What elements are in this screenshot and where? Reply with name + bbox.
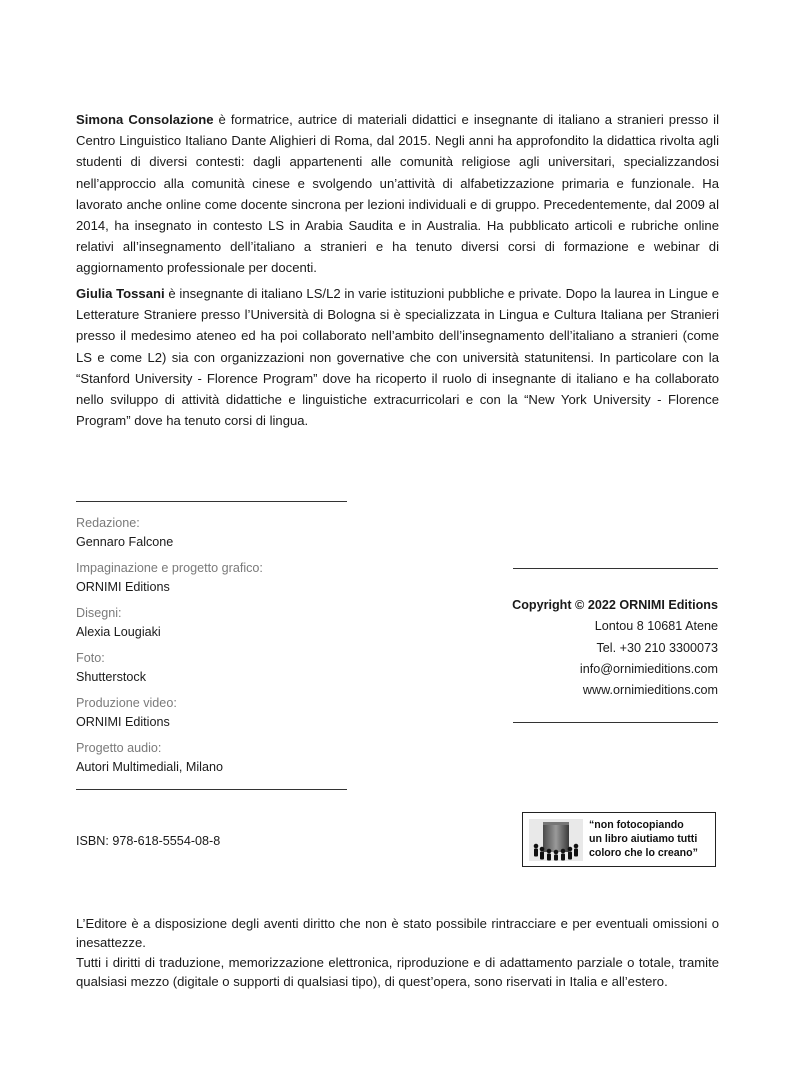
- publisher-website: www.ornimieditions.com: [582, 683, 718, 698]
- credit-item: [76, 649, 376, 694]
- copyright-notice: Copyright © 2022 ORNIMI Editions: [512, 598, 718, 612]
- bio-text: è formatrice, autrice di materiali didattici e insegnante di italiano a stranieri presso il Centro Linguistico Italiano Dante Alighieri di Roma, dal 2015. Negli anni ha approfondito la didattica rivolta agli studenti di diversi contesti: dagli appartenenti alle comunità religiose agli universitari, specializzandosi nell’approccio alla comunità cinese e svolgendo un’attività di alfabetizzazione primaria e funzionale. Ha lavorato anche online come docente sincrona per lezioni individuali e di gruppo. Precedentemente, dal 2009 al 2014, ha insegnato in contesto LS in Arabia Saudita e in Australia. Ha pubblicato articoli e rubriche online relativi all’insegnamento dell’italiano a stranieri e ha tenuto diversi corsi di formazione e webinar di aggiornamento professionale per docenti.: [76, 112, 719, 276]
- anti-photocopy-badge: [522, 812, 716, 867]
- divider: [513, 568, 718, 569]
- credit-label: Disegni:: [76, 606, 122, 620]
- publisher-email: info@ornimieditions.com: [579, 661, 718, 676]
- divider: [76, 789, 347, 790]
- credit-item: [76, 604, 376, 649]
- credit-value: ORNIMI Editions: [76, 580, 170, 594]
- credit-item: [76, 514, 376, 559]
- badge-line: coloro che lo creano”: [589, 847, 698, 860]
- bio-text: è insegnante di italiano LS/L2 in varie istituzioni pubbliche e private. Dopo la laurea in Lingue e Letterature Straniere presso l’Università di Bologna si è specializzata in Lingua e Cultura Italiana per Stranieri presso il medesimo ateneo ed ha poi collaborato nell’ambito dell’insegnamento dell’italiano a stranieri (come LS e come L2) sia con organizzazioni non governative che con università statunitensi. In particolare con la “Stanford University - Florence Program” dove ha ricoperto il ruolo di insegnante di italiano e ha collaborato nello sviluppo di attività didattiche e linguistiche extracurricolari e con la “New York University - Florence Program” dove ha tenuto corsi di lingua.: [76, 286, 719, 429]
- badge-line: un libro aiutiamo tutti: [589, 833, 698, 846]
- bio-paragraph-consolazione: [76, 109, 719, 279]
- credit-label: Progetto audio:: [76, 741, 162, 755]
- legal-notice: [76, 914, 719, 992]
- credit-value: Alexia Lougiaki: [76, 625, 161, 639]
- credit-value: Gennaro Falcone: [76, 535, 174, 549]
- isbn: ISBN: 978-618-5554-08-8: [76, 834, 221, 848]
- credit-value: Autori Multimediali, Milano: [76, 760, 223, 774]
- legal-line: Tutti i diritti di traduzione, memorizzazione elettronica, riproduzione e di adattamento parziale o totale, tramite qualsiasi mezzo (digitale o supporti di qualsiasi tipo), di quest’opera, sono riservati in Italia e all’estero.: [76, 954, 719, 990]
- badge-slogan: [589, 818, 713, 861]
- publisher-info: [440, 595, 718, 701]
- credit-value: Shutterstock: [76, 670, 146, 684]
- bio-paragraph-tossani: [76, 283, 719, 431]
- publisher-phone: Tel. +30 210 3300073: [596, 640, 718, 655]
- divider: [76, 501, 347, 502]
- credit-label: Foto:: [76, 651, 105, 665]
- credit-item: [76, 559, 376, 604]
- credits-list: [76, 514, 376, 784]
- author-name: Giulia Tossani: [76, 286, 165, 301]
- people-holding-book-icon: [529, 819, 583, 861]
- credit-label: Impaginazione e progetto grafico:: [76, 561, 263, 575]
- credit-value: ORNIMI Editions: [76, 715, 170, 729]
- credit-label: Redazione:: [76, 516, 140, 530]
- credit-item: [76, 694, 376, 739]
- publisher-address: Lontou 8 10681 Atene: [594, 619, 718, 634]
- badge-line: “non fotocopiando: [589, 819, 684, 831]
- credit-item: [76, 739, 376, 784]
- legal-line: L’Editore è a disposizione degli aventi diritto che non è stato possibile rintracciare e per eventuali omissioni o inesattezze.: [76, 916, 719, 951]
- divider: [513, 722, 718, 723]
- author-name: Simona Consolazione: [76, 112, 214, 127]
- credit-label: Produzione video:: [76, 696, 177, 710]
